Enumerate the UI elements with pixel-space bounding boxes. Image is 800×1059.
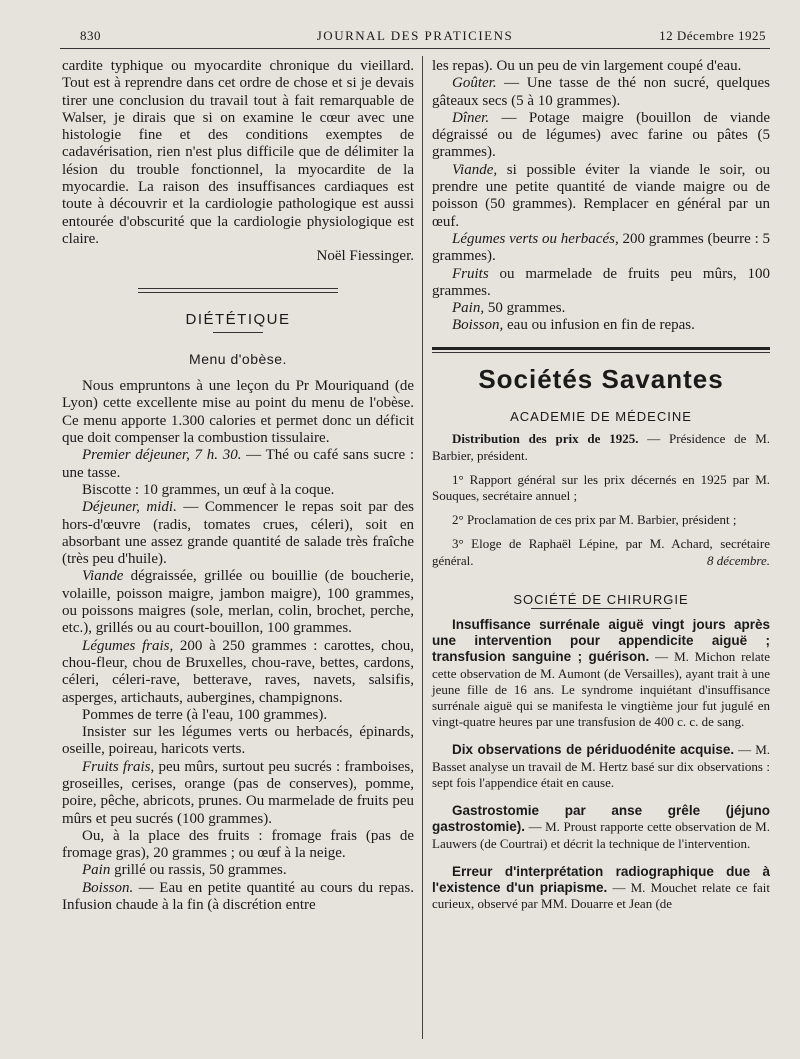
paragraph: Pain, 50 grammes. <box>452 300 566 317</box>
section-title: DIÉTÉTIQUE <box>185 310 291 328</box>
item-label: Boisson, <box>452 317 504 334</box>
paragraph: Dix observations de périduodénite acquise. — M. Basset analyse un travail de M. Hertz basé sur dix observations : sept fois l'appendice était en cause. <box>432 742 771 790</box>
item-label: Légumes frais, <box>82 637 174 654</box>
section-rule-heavy <box>432 347 770 350</box>
item-label: Fruits frais, <box>82 758 155 775</box>
paragraph: Déjeuner, midi. — Commencer le repas soit par des hors-d'œuvre (radis, tomates crues, céleri), soit en absorbant une assez grande quantité de salade très fraîche (très peu d'huile). <box>62 499 414 568</box>
item-label: Fruits <box>452 265 489 282</box>
paragraph: Viande dégraissée, grillée ou bouillie (de boucherie, volaille, poisson maigre, jambon maigre), 100 grammes, ou poissons maigres (sole, merlan, colin, brochet, perche, etc.), grillés ou au court-bouillon, 100 grammes. <box>62 568 414 637</box>
issue-date: 12 Décembre 1925 <box>659 28 766 43</box>
paragraph: 2° Proclamation de ces prix par M. Barbier, président ; <box>452 512 737 528</box>
session-date: 8 décembre. <box>706 552 770 568</box>
society-heading: SOCIÉTÉ DE CHIRURGIE <box>513 591 689 607</box>
paragraph: 3° Eloge de Raphaël Lépine, par M. Achard, secrétaire général. 8 décembre. <box>432 536 770 568</box>
paragraph: Fruits frais, peu mûrs, surtout peu sucrés : framboises, groseilles, cerises, orange (pas de conserves), pomme, poire, pêche, abricots, prunes. Ou marmelade de fruits peu mûrs et peu sucrés (100 grammes). <box>62 758 414 827</box>
page-number: 830 <box>80 28 101 43</box>
right-column <box>432 58 770 1039</box>
paragraph: Gastrostomie par anse grêle (jéjuno gastrostomie). — M. Proust rapporte cette observation de M. Lauwers (de Courtrai) et décrit la technique de l'intervention. <box>432 803 770 851</box>
paragraph: Goûter. — Une tasse de thé non sucré, quelques gâteaux secs (5 à 10 grammes). <box>432 75 770 109</box>
item-label: Boisson. <box>82 879 134 896</box>
paragraph: Insuffisance surrénale aiguë vingt jours après une intervention pour appendicite aiguë ; transfusion sanguine ; guérison. — M. Michon relate cette observation de M. Aumont (de Versailles), ayant trait à une jeune fille de 16 ans. Le syndrome inquiétant d'insuffisance surrénale aiguë qui se manifesta le vingtième jour fut jugulé en vingt-quatre heures par une transfusion de 400 c. c. de sang. <box>432 617 770 730</box>
paragraph: Fruits ou marmelade de fruits peu mûrs, 100 grammes. <box>432 265 770 299</box>
paragraph: Viande, si possible éviter la viande le soir, ou prendre une petite quantité de viande maigre ou de poisson (50 grammes). Remplacer en général par un œuf. <box>432 161 770 230</box>
paragraph: Insister sur les légumes verts ou herbacés, épinards, oseille, poireau, haricots verts. <box>62 724 414 758</box>
article-title: Menu d'obèse. <box>189 350 287 367</box>
title-underline <box>213 332 263 333</box>
running-header <box>60 26 770 49</box>
section-heading: Sociétés Savantes <box>478 363 724 394</box>
bold-lead: Dix observations de périduodénite acquise. <box>452 742 735 758</box>
meal-label: Goûter. <box>452 75 497 92</box>
paragraph: Distribution des prix de 1925. — Présidence de M. Barbier, président. <box>432 431 770 463</box>
meal-label: Premier déjeuner, 7 h. 30. <box>82 447 242 464</box>
paragraph: Nous empruntons à une leçon du Pr Mouriquand (de Lyon) cette excellente mise au point du menu de l'obèse. Ce menu apporte 1.300 calories et permet donc un déficit que doit compenser la combustion tissulaire. <box>62 378 414 447</box>
paragraph: Premier déjeuner, 7 h. 30. — Thé ou café sans sucre : une tasse. <box>62 447 414 481</box>
meal-label: Dîner. <box>452 109 490 126</box>
paragraph: Boisson, eau ou infusion en fin de repas. <box>452 317 695 334</box>
left-column <box>62 58 414 1039</box>
paragraph: Erreur d'interprétation radiographique due à l'existence d'un priapisme. — M. Mouchet relate ce fait curieux, observé par MM. Douarre et Jean (de <box>432 863 770 912</box>
bold-lead: Distribution des prix de 1925. <box>452 431 639 447</box>
heading-underline <box>531 608 671 609</box>
bold-lead: Erreur d'interprétation radiographique due à l'existence d'un priapisme. <box>432 863 770 895</box>
author-signature: Noël Fiessinger. <box>316 248 414 265</box>
paragraph: Dîner. — Potage maigre (bouillon de viande dégraissé ou de légumes) avec farine ou pâtes (5 grammes). <box>432 109 770 161</box>
bold-lead: Gastrostomie par anse grêle (jéjuno gastrostomie). <box>432 803 770 835</box>
item-label: Pain <box>82 862 111 879</box>
item-label: Viande, <box>452 161 498 178</box>
paragraph: Légumes frais, 200 à 250 grammes : carottes, chou, chou-fleur, chou de Bruxelles, chou-rave, bettes, cardons, céleri, céleri-rave, betterave, raves, navets, salsifis, asperges, artichauts, aubergines, champignons. <box>62 637 414 706</box>
paragraph: les repas). Ou un peu de vin largement coupé d'eau. <box>432 58 742 74</box>
paragraph: Biscotte : 10 grammes, un œuf à la coque. <box>82 481 335 498</box>
meal-label: Déjeuner, midi. <box>82 499 177 516</box>
bold-lead: Insuffisance surrénale aiguë vingt jours après une intervention pour appendicite aiguë ; transfusion sanguine ; guérison. <box>432 617 770 665</box>
society-heading: ACADEMIE DE MÉDECINE <box>510 409 692 425</box>
paragraph: Pain grillé ou rassis, 50 grammes. <box>82 862 287 879</box>
item-label: Légumes verts ou herbacés, <box>452 230 619 247</box>
paragraph: Boisson. — Eau en petite quantité au cours du repas. Infusion chaude à la fin (à discrétion entre <box>62 879 414 914</box>
intro-paragraph: cardite typhique ou myocardite chronique du vieillard. Tout est à reprendre dans cet ordre de chose et si je devais tirer une conclusion du travail tout à fait remarquable de Walser, je dirais que si on examine le cœur avec une histologie fine et des conditions exemptes de cadavérisation, rien n'est plus difficile que de délimiter la lésion du trouble fonctionnel, la myocardite de la myocardie. La raison des insuffisances cardiaques est toute à découvrir et la cardiologie pathologique est aussi entourée d'obscurité que la cardiologie physiologique est claire. <box>62 58 414 247</box>
item-label: Pain, <box>452 300 485 317</box>
journal-title: JOURNAL DES PRATICIENS <box>316 28 514 43</box>
paragraph: 1° Rapport général sur les prix décernés en 1925 par M. Souques, secrétaire annuel ; <box>432 471 770 503</box>
section-separator <box>138 288 338 293</box>
section-rule-thin <box>432 352 770 353</box>
column-divider <box>422 56 423 1039</box>
paragraph: Légumes verts ou herbacés, 200 grammes (beurre : 5 grammes). <box>432 230 771 265</box>
paragraph: Ou, à la place des fruits : fromage frais (pas de fromage gras), 20 grammes ; ou œuf à la neige. <box>62 827 414 862</box>
item-label: Viande <box>82 568 124 585</box>
paragraph: Pommes de terre (à l'eau, 100 grammes). <box>82 706 328 723</box>
